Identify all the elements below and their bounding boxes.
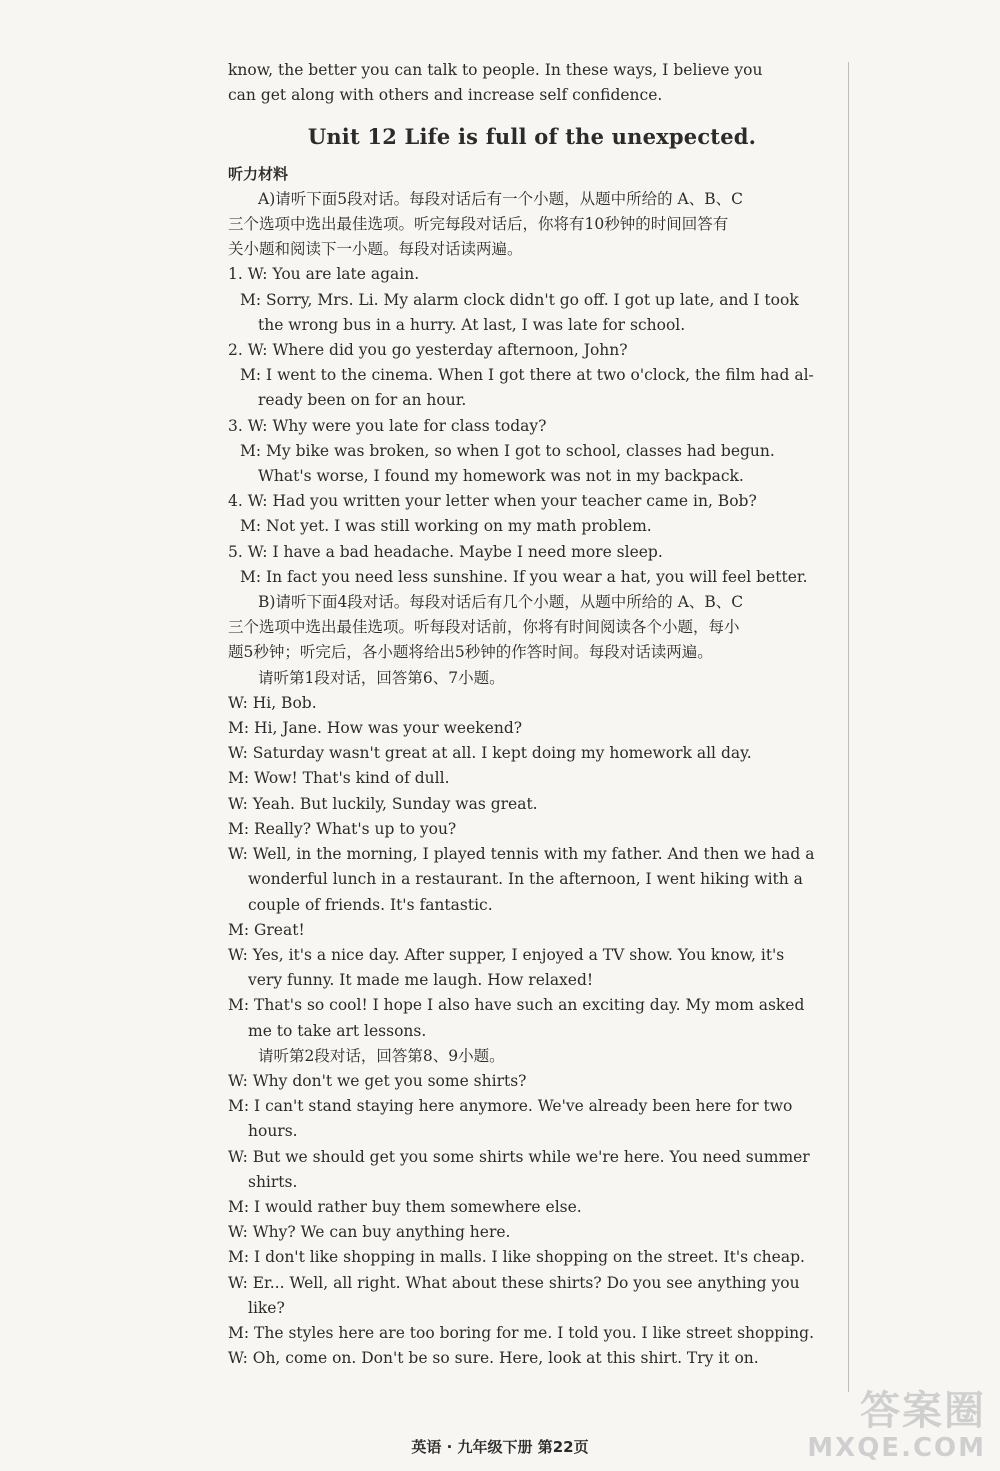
dialog-line: What's worse, I found my homework was not in my backpack. xyxy=(258,467,744,486)
dialog-line: 5. W: I have a bad headache. Maybe I need more sleep. xyxy=(228,542,663,561)
watermark-url: MXQE.COM xyxy=(807,1433,986,1463)
dialog-line: W: But we should get you some shirts while we're here. You need summer xyxy=(228,1147,810,1166)
dialog-line: ready been on for an hour. xyxy=(258,391,467,410)
dialog-line: 2. W: Where did you go yesterday afternoon, John? xyxy=(228,341,628,360)
part-b-line: B)请听下面4段对话。每段对话后有几个小题，从题中所给的 A、B、C xyxy=(258,593,744,612)
page-footer: 英语 · 九年级下册 第22页 xyxy=(411,1438,589,1456)
part-a-line: 关小题和阅读下一小题。每段对话读两遍。 xyxy=(228,240,523,259)
dialog-line: M: Hi, Jane. How was your weekend? xyxy=(228,719,523,738)
part-a-line: 三个选项中选出最佳选项。听完每段对话后，你将有10秒钟的时间回答有 xyxy=(228,215,729,234)
dialog-line: very funny. It made me laugh. How relaxed! xyxy=(248,971,594,990)
watermark-logo xyxy=(807,1389,986,1463)
dialog-line: M: I would rather buy them somewhere else. xyxy=(228,1197,582,1216)
intro-line: know, the better you can talk to people. In these ways, I believe you xyxy=(228,61,763,79)
part-b-line: 题5秒钟；听完后，各小题将给出5秒钟的作答时间。每段对话读两遍。 xyxy=(228,643,713,662)
dialog-line: W: Yes, it's a nice day. After supper, I enjoyed a TV show. You know, it's xyxy=(228,945,785,964)
dialog-line: M: I don't like shopping in malls. I like shopping on the street. It's cheap. xyxy=(228,1248,805,1267)
page-content xyxy=(228,58,836,1371)
dialog-line: W: Why? We can buy anything here. xyxy=(228,1223,511,1242)
dialog-line: W: Er... Well, all right. What about these shirts? Do you see anything you xyxy=(228,1273,800,1292)
dialog-line: 1. W: You are late again. xyxy=(228,265,420,284)
dialog-line: couple of friends. It's fantastic. xyxy=(248,895,493,914)
dialog-line: hours. xyxy=(248,1122,298,1141)
part-b-line: 三个选项中选出最佳选项。听每段对话前，你将有时间阅读各个小题，每小 xyxy=(228,618,740,637)
dialog-line: M: Wow! That's kind of dull. xyxy=(228,769,450,788)
dialog-line: M: Really? What's up to you? xyxy=(228,819,457,838)
dialog-line: W: Well, in the morning, I played tennis with my father. And then we had a xyxy=(228,845,815,864)
dialog-line: W: Saturday wasn't great at all. I kept doing my homework all day. xyxy=(228,744,752,763)
dialog-line: the wrong bus in a hurry. At last, I was late for school. xyxy=(258,315,686,334)
intro-line: can get along with others and increase self confidence. xyxy=(228,86,663,105)
dialog1-heading: 请听第1段对话，回答第6、7小题。 xyxy=(258,668,505,687)
dialog-line: W: Yeah. But luckily, Sunday was great. xyxy=(228,794,538,813)
dialog-line: 4. W: Had you written your letter when your teacher came in, Bob? xyxy=(228,492,757,511)
dialog-line: M: My bike was broken, so when I got to school, classes had begun. xyxy=(240,441,775,460)
dialog-line: M: I went to the cinema. When I got there at two o'clock, the film had al- xyxy=(240,366,814,385)
dialog-line: M: Great! xyxy=(228,920,305,939)
dialog-line: M: Not yet. I was still working on my math problem. xyxy=(240,517,652,536)
dialog-line: M: Sorry, Mrs. Li. My alarm clock didn't go off. I got up late, and I took xyxy=(240,290,799,309)
part-a-line: A)请听下面5段对话。每段对话后有一个小题，从题中所给的 A、B、C xyxy=(258,189,743,208)
dialog-line: me to take art lessons. xyxy=(248,1021,427,1040)
dialog-line: M: In fact you need less sunshine. If you wear a hat, you will feel better. xyxy=(240,567,808,586)
dialog-line: W: Oh, come on. Don't be so sure. Here, look at this shirt. Try it on. xyxy=(228,1349,759,1368)
dialog-line: M: The styles here are too boring for me. I told you. I like street shopping. xyxy=(228,1323,815,1342)
dialog-line: W: Hi, Bob. xyxy=(228,693,317,712)
unit-title: Unit 12 Life is full of the unexpected. xyxy=(307,124,757,150)
margin-rule xyxy=(848,62,849,1392)
watermark-text: 答案圈 xyxy=(860,1388,986,1434)
dialog-line: M: I can't stand staying here anymore. We've already been here for two xyxy=(228,1097,793,1116)
dialog-line: 3. W: Why were you late for class today? xyxy=(228,416,547,435)
dialog-line: wonderful lunch in a restaurant. In the afternoon, I went hiking with a xyxy=(248,870,803,889)
dialog-line: like? xyxy=(248,1298,285,1317)
dialog-line: shirts. xyxy=(248,1172,298,1191)
dialog-line: W: Why don't we get you some shirts? xyxy=(228,1071,527,1090)
section-heading: 听力材料 xyxy=(228,164,289,183)
dialog-line: M: That's so cool! I hope I also have such an exciting day. My mom asked xyxy=(228,996,805,1015)
dialog2-heading: 请听第2段对话，回答第8、9小题。 xyxy=(258,1046,505,1065)
